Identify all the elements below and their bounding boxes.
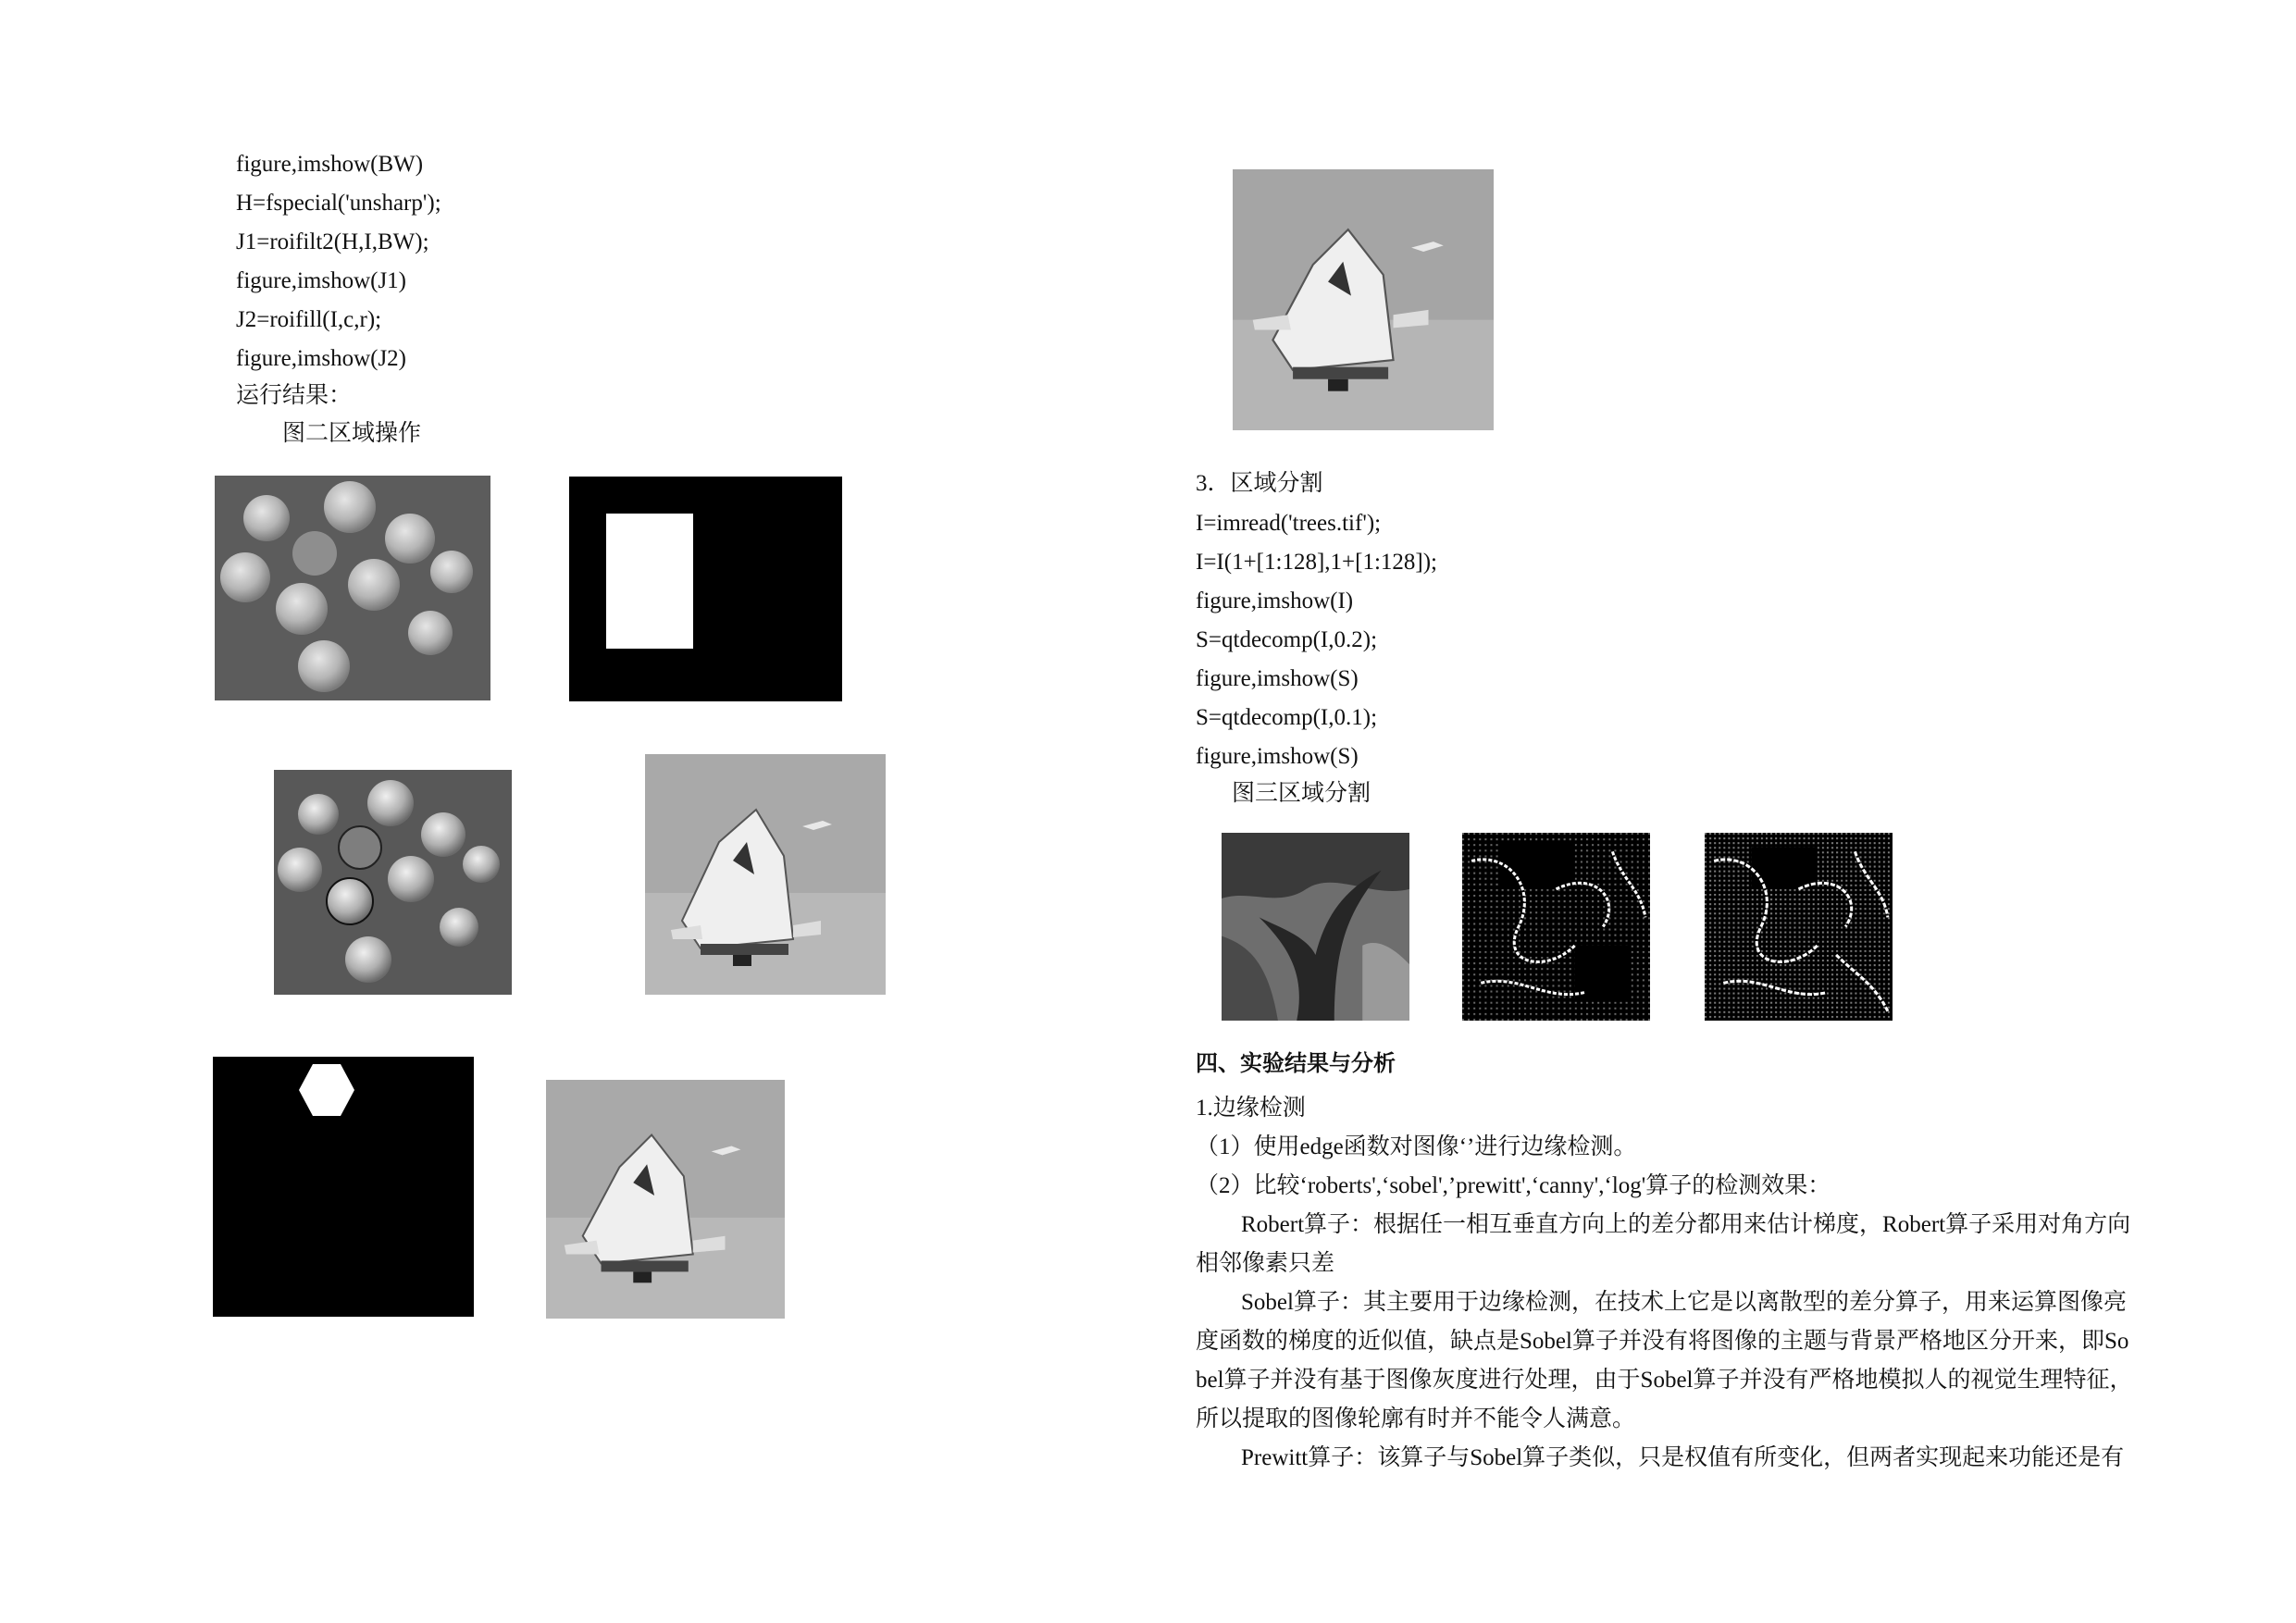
code-line: figure,imshow(J1)	[236, 268, 406, 293]
paragraph-line: 相邻像素只差	[1196, 1251, 1335, 1276]
code-line: S=qtdecomp(I,0.2);	[1196, 627, 1378, 652]
section-heading: 四、实验结果与分析	[1196, 1050, 1396, 1076]
mask-image	[569, 477, 842, 701]
code-line: figure,imshow(BW)	[236, 152, 424, 177]
code-line: I=I(1+[1:128],1+[1:128]);	[1196, 550, 1437, 575]
paragraph-line: Prewitt算子：该算子与Sobel算子类似，只是权值有所变化，但两者实现起来功能还是有	[1241, 1445, 2125, 1470]
paragraph-line: 度函数的梯度的近似值，缺点是Sobel算子并没有将图像的主题与背景严格地区分开来，即So	[1196, 1329, 2129, 1354]
figure-caption: 图三区域分割	[1232, 781, 1371, 806]
section-title: 3．区域分割	[1196, 471, 1323, 496]
aircraft-image	[1233, 169, 1494, 430]
paragraph-line: Sobel算子：其主要用于边缘检测，在技术上它是以离散型的差分算子，用来运算图像亮	[1241, 1290, 2127, 1315]
paragraph-line: bel算子并没有基于图像灰度进行处理，由于Sobel算子并没有严格地模拟人的视觉生理特征，	[1196, 1368, 2133, 1393]
code-line: I=imread('trees.tif');	[1196, 511, 1382, 536]
code-line: figure,imshow(J2)	[236, 346, 406, 371]
code-line: figure,imshow(S)	[1196, 666, 1359, 691]
list-item: （1）使用edge函数对图像‘’进行边缘检测。	[1196, 1134, 1637, 1159]
aircraft-image	[645, 754, 886, 995]
code-line: figure,imshow(I)	[1196, 588, 1354, 613]
code-line: figure,imshow(S)	[1196, 744, 1359, 769]
paragraph-line: Robert算子：根据任一相互垂直方向上的差分都用来估计梯度，Robert算子采用对角方向	[1241, 1212, 2131, 1237]
subsection-title: 1.边缘检测	[1196, 1096, 1306, 1121]
hexagon-mask-image	[213, 1057, 474, 1317]
code-line: J1=roifilt2(H,I,BW);	[236, 229, 429, 254]
figure-caption: 图二区域操作	[282, 421, 422, 446]
aircraft-image	[546, 1080, 785, 1319]
coins-image	[215, 476, 490, 700]
result-label: 运行结果：	[236, 383, 353, 408]
quadtree-image	[1462, 833, 1650, 1021]
quadtree-image	[1705, 833, 1893, 1021]
code-line: J2=roifill(I,c,r);	[236, 307, 382, 332]
code-line: S=qtdecomp(I,0.1);	[1196, 705, 1378, 730]
list-item: （2）比较‘roberts',‘sobel',’prewitt',‘canny',‘log'算子的检测效果：	[1196, 1173, 1831, 1198]
paragraph-line: 所以提取的图像轮廓有时并不能令人满意。	[1196, 1406, 1636, 1431]
code-line: H=fspecial('unsharp');	[236, 191, 441, 216]
trees-image	[1222, 833, 1409, 1021]
filtered-coins-image	[274, 770, 512, 995]
